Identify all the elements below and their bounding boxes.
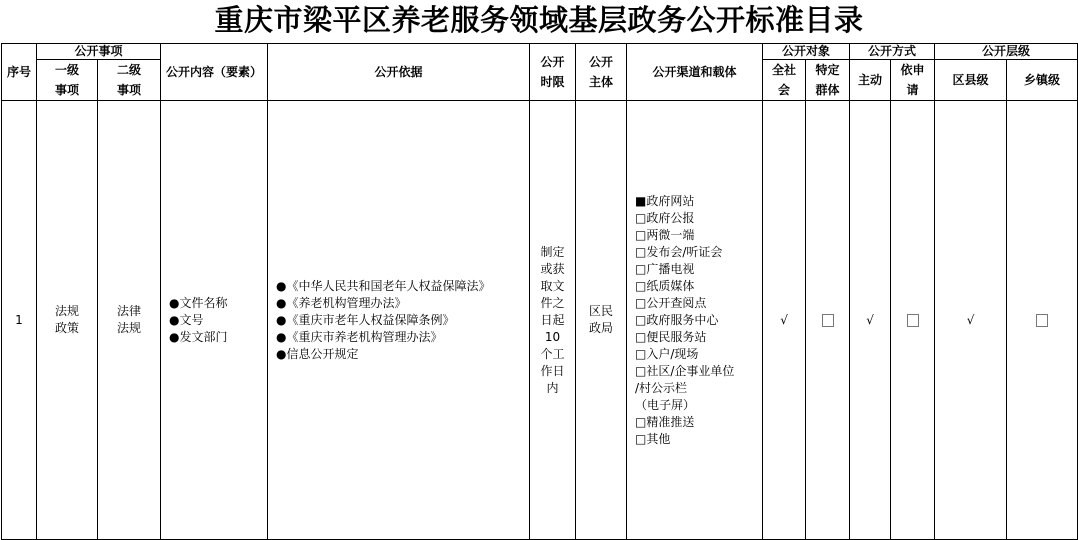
header-specific-group: 特定群体 xyxy=(806,60,850,101)
channel-item: □便民服务站 xyxy=(635,329,707,344)
channel-item: □两微一端 xyxy=(635,227,695,242)
cell-district: √ xyxy=(935,101,1007,540)
channel-item: □公开查阅点 xyxy=(635,295,707,310)
header-whole-society: 全社会 xyxy=(763,60,806,101)
empty-checkbox-icon xyxy=(822,314,834,327)
header-seq: 序号 xyxy=(2,44,37,101)
cell-channels xyxy=(627,101,763,540)
empty-checkbox-icon xyxy=(907,314,919,327)
basis-item: ●《中华人民共和国老年人权益保障法》 xyxy=(276,278,491,293)
cell-township xyxy=(1007,101,1078,540)
cell-level1: 法规政策 xyxy=(37,101,98,540)
page-title: 重庆市梁平区养老服务领域基层政务公开标准目录 xyxy=(214,3,864,37)
header-basis: 公开依据 xyxy=(268,44,530,101)
header-subject: 公开主体 xyxy=(576,44,627,101)
channel-item: □政府公报 xyxy=(635,210,695,225)
channel-item: （电子屏） xyxy=(635,397,696,412)
header-public-item: 公开事项 xyxy=(37,44,161,60)
cell-level2: 法律法规 xyxy=(98,101,161,540)
channel-item: □纸质媒体 xyxy=(635,278,695,293)
cell-seq: 1 xyxy=(2,101,37,540)
channel-item: □广播电视 xyxy=(635,261,695,276)
header-content: 公开内容（要素） xyxy=(161,44,268,101)
basis-item: ●《重庆市老年人权益保障条例》 xyxy=(276,312,455,327)
channel-item: /村公示栏 xyxy=(635,380,688,395)
cell-basis xyxy=(268,101,530,540)
channel-item: □精准推送 xyxy=(635,414,695,429)
content-item: ●发文部门 xyxy=(169,329,228,344)
basis-item: ●《重庆市养老机构管理办法》 xyxy=(276,329,443,344)
header-method: 公开方式 xyxy=(850,44,935,60)
channel-item: □入户/现场 xyxy=(635,346,699,361)
basis-item: ●信息公开规定 xyxy=(276,346,359,361)
cell-active: √ xyxy=(850,101,891,540)
channel-item: □发布会/听证会 xyxy=(635,244,723,259)
cell-time-limit: 制定或获取文件之日起10个工作日内 xyxy=(530,101,576,540)
header-target: 公开对象 xyxy=(763,44,850,60)
header-district: 区县级 xyxy=(935,60,1007,101)
channel-item: □其他 xyxy=(635,431,671,446)
cell-specific-group xyxy=(806,101,850,540)
header-level1: 一级事项 xyxy=(37,60,98,101)
cell-content xyxy=(161,101,268,540)
catalog-table xyxy=(1,43,1078,540)
cell-whole-society: √ xyxy=(763,101,806,540)
content-item: ●文号 xyxy=(169,312,204,327)
channel-item: □社区/企事业单位 xyxy=(635,363,735,378)
header-active: 主动 xyxy=(850,60,891,101)
channel-item: □政府服务中心 xyxy=(635,312,719,327)
header-channels: 公开渠道和载体 xyxy=(627,44,763,101)
empty-checkbox-icon xyxy=(1036,314,1048,327)
header-level2: 二级事项 xyxy=(98,60,161,101)
content-item: ●文件名称 xyxy=(169,295,228,310)
header-township: 乡镇级 xyxy=(1007,60,1078,101)
cell-on-request xyxy=(891,101,935,540)
header-on-request: 依申请 xyxy=(891,60,935,101)
channel-item: ■政府网站 xyxy=(635,193,695,208)
header-time-limit: 公开时限 xyxy=(530,44,576,101)
cell-subject: 区民政局 xyxy=(576,101,627,540)
header-level: 公开层级 xyxy=(935,44,1078,60)
basis-item: ●《养老机构管理办法》 xyxy=(276,295,407,310)
